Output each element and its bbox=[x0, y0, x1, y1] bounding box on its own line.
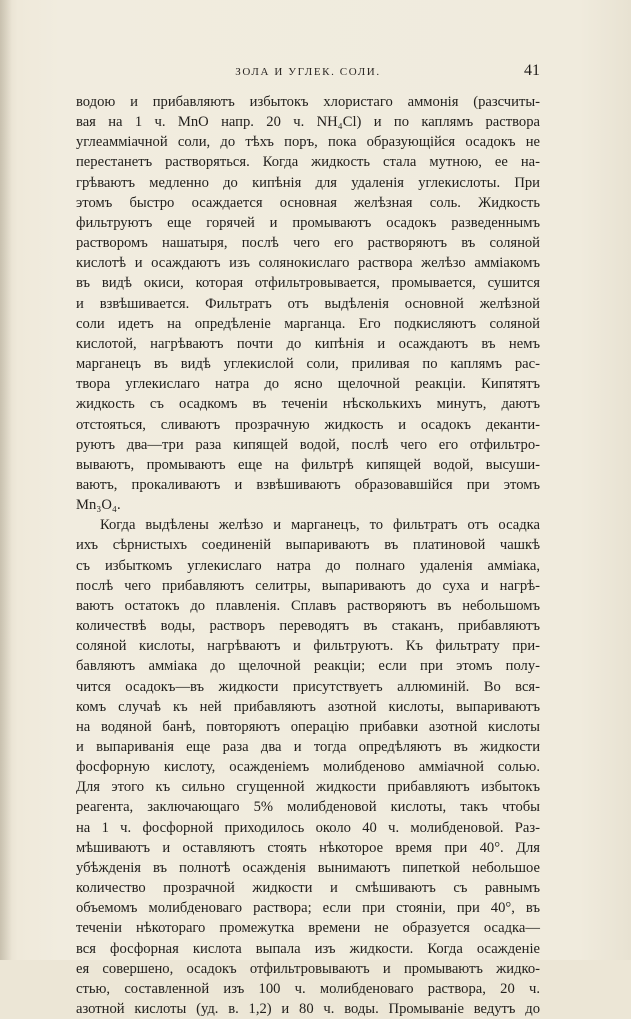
text-line: Для этого къ сильно сгущенной жидкости прибавляютъ избытокъ bbox=[76, 779, 540, 796]
text-line: ваютъ, прокаливаютъ и взвѣшиваютъ образовавшійся при этомъ bbox=[76, 476, 540, 493]
text-line: кислотой, нагрѣваютъ почти до кипѣнія и осаждаютъ въ немъ bbox=[76, 335, 540, 352]
text-line: водою и прибавляютъ избытокъ хлористаго аммонія (разсчиты- bbox=[76, 94, 540, 110]
paragraph-first-line: Когда выдѣлены желѣзо и марганецъ, то фильтратъ отъ осадка bbox=[100, 517, 540, 534]
page-header bbox=[76, 62, 540, 82]
text-line: соли идетъ на опредѣленіе марганца. Его подкисляютъ соляной bbox=[76, 315, 540, 332]
text-line: въ видѣ окиси, которая отфильтровывается, промывается, сушится bbox=[76, 275, 540, 292]
text-line: количествѣ воды, растворъ переводятъ въ стаканъ, прибавляютъ bbox=[76, 618, 540, 635]
text-line: объемомъ молибденоваго раствора; если при стояніи, при 40°, въ bbox=[76, 900, 540, 917]
text-line: азотной кислоты (уд. в. 1,2) и 80 ч. воды. Промываніе ведутъ до bbox=[76, 1001, 540, 1018]
text-line: убѣжденія въ полнотѣ осажденія вынимаютъ пипеткой небольшое bbox=[76, 859, 540, 876]
text-line: вся фосфорная кислота выпала изъ жидкости. Когда осажденіе bbox=[76, 940, 540, 957]
text-line: мѣшиваютъ и оставляютъ стоять нѣкоторое время при 40°. Для bbox=[76, 839, 540, 856]
text-line: отстояться, сливаютъ прозрачную жидкость и осадокъ деканти- bbox=[76, 416, 540, 433]
text-line: послѣ чего прибавляютъ селитры, выпариваютъ до суха и нагрѣ- bbox=[76, 577, 540, 594]
text-line: ихъ сѣрнистыхъ соединеній выпариваютъ въ платиновой чашкѣ bbox=[76, 537, 540, 554]
page-number: 41 bbox=[524, 62, 540, 79]
text-line: и взвѣшивается. Фильтратъ отъ выдѣленія основной желѣзной bbox=[76, 295, 540, 312]
text-line: количество прозрачной жидкости и смѣшиваютъ съ равнымъ bbox=[76, 880, 540, 897]
text-line: реагента, заключающаго 5% молибденовой кислоты, такъ чтобы bbox=[76, 799, 540, 816]
text-line: съ избыткомъ углекислаго натра до полнаго удаленія амміака, bbox=[76, 557, 540, 574]
text-line: комъ случаѣ къ ней прибавляютъ азотной кислоты, выпариваютъ bbox=[76, 698, 540, 715]
text-line: фильтруютъ еще горячей и промываютъ осадокъ разведеннымъ bbox=[76, 214, 540, 231]
text-line: на водяной банѣ, повторяютъ операцію прибавки азотной кислоты bbox=[76, 718, 540, 735]
text-line: кислотѣ и осаждаютъ изъ солянокислаго раствора желѣзо амміакомъ bbox=[76, 255, 540, 272]
text-line: бавляютъ амміака до щелочной реакціи; если при этомъ полу- bbox=[76, 658, 540, 675]
text-line: вываютъ, промываютъ еще на фильтрѣ кипящей водой, высуши- bbox=[76, 456, 540, 473]
body-text bbox=[76, 92, 540, 1019]
text-line: Mn₃O₄. bbox=[76, 497, 121, 514]
text-line: жидкость съ осадкомъ въ теченіи нѣсколькихъ минутъ, даютъ bbox=[76, 396, 540, 413]
page-fold-shadow bbox=[0, 0, 12, 960]
running-title: ЗОЛА И УГЛЕК. СОЛИ. bbox=[235, 66, 381, 78]
text-line: соляной кислоты, нагрѣваютъ и фильтруютъ. Къ фильтрату при- bbox=[76, 638, 540, 655]
text-line: растворомъ нашатыря, послѣ чего его растворяютъ въ соляной bbox=[76, 235, 540, 252]
text-line: фосфорную кислоту, осажденіемъ молибденово амміачной солью. bbox=[76, 759, 540, 776]
text-line: марганецъ въ видѣ углекислой соли, приливая по каплямъ рас- bbox=[76, 356, 540, 373]
text-line: вая на 1 ч. MnO напр. 20 ч. NH₄Cl) и по каплямъ раствора bbox=[76, 114, 540, 131]
text-line: на 1 ч. фосфорной приходилось около 40 ч. молибденовой. Раз- bbox=[76, 819, 540, 836]
text-line: чится осадокъ—въ жидкости присутствуетъ аллюминій. Во вся- bbox=[76, 678, 540, 695]
text-line: этомъ быстро осаждается основная желѣзная соль. Жидкость bbox=[76, 194, 540, 211]
text-line: руютъ два—три раза кипящей водой, послѣ чего его отфильтро- bbox=[76, 436, 540, 453]
text-line: углеамміачной соли, до тѣхъ поръ, пока образующійся осадокъ не bbox=[76, 134, 540, 151]
text-line: и выпариванія еще раза два и тогда опредѣляютъ въ жидкости bbox=[76, 739, 540, 755]
text-line: стью, составленной изъ 100 ч. молибденоваго раствора, 20 ч. bbox=[76, 980, 540, 997]
text-line: ея совершено, осадокъ отфильтровываютъ и промываютъ жидко- bbox=[76, 960, 540, 977]
text-line: твора углекислаго натра до ясно щелочной реакціи. Кипятятъ bbox=[76, 376, 540, 393]
text-line: теченіи нѣкотораго промежутка времени не образуется осадка— bbox=[76, 920, 540, 937]
text-line: ваютъ остатокъ до плавленія. Сплавъ растворяютъ въ небольшомъ bbox=[76, 597, 540, 614]
text-line: грѣваютъ медленно до кипѣнія для удаленія углекислоты. При bbox=[76, 174, 540, 191]
text-line: перестанетъ растворяться. Когда жидкость стала мутною, ее на- bbox=[76, 154, 540, 171]
